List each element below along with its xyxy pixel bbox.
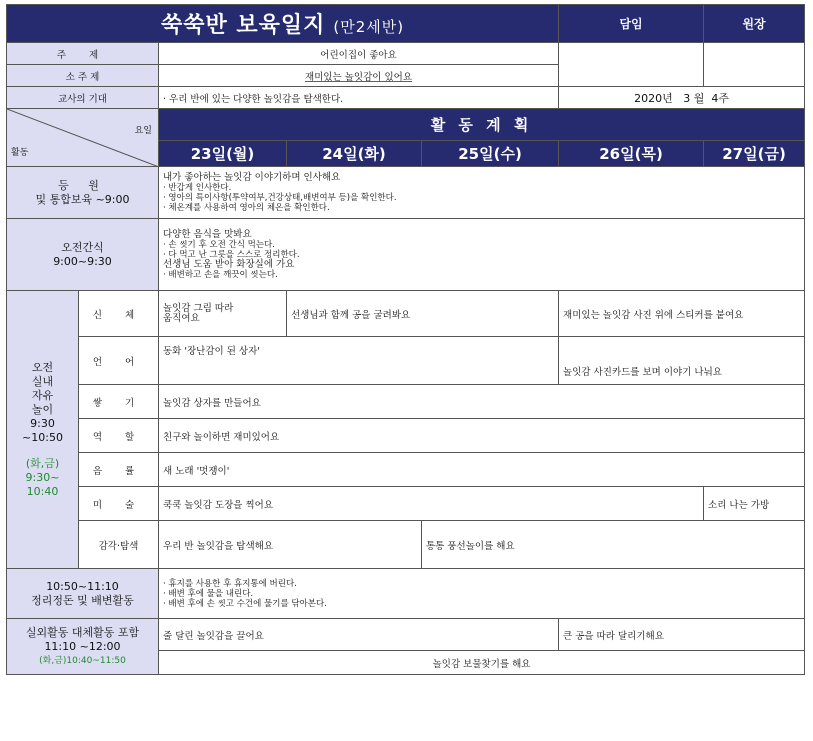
cleanup-line: · 배변 후에 손 씻고 수건에 물기를 닦아본다. bbox=[163, 598, 327, 609]
arrival-label bbox=[7, 167, 159, 219]
outdoor-label-line2: 11:10 ~12:00 bbox=[44, 639, 121, 653]
title-subtitle: (만2세반) bbox=[333, 18, 405, 36]
week-number: 4주 bbox=[711, 91, 729, 105]
snack-content bbox=[159, 219, 805, 291]
sensory-mon-tue: 우리 반 놀잇감을 탐색해요 bbox=[159, 521, 422, 569]
sensory-wed-fri: 통통 풍선놀이를 해요 bbox=[422, 521, 805, 569]
snack-line: · 다 먹고 난 그릇을 스스로 정리한다. bbox=[163, 249, 300, 260]
physical-tue-wed: 선생님과 함께 공을 굴려봐요 bbox=[287, 291, 559, 337]
cleanup-line: · 휴지를 사용한 후 휴지통에 버린다. bbox=[163, 578, 297, 589]
expectation-value: · 우리 반에 있는 다양한 놀잇감을 탐색한다. bbox=[159, 87, 559, 109]
subtheme-text: 재미있는 놀잇감이 있어요 bbox=[305, 71, 413, 83]
activity-axis-label: 활동 bbox=[11, 148, 29, 158]
area-label-language: 언 어 bbox=[79, 337, 159, 385]
snack-label-line2: 9:00~9:30 bbox=[53, 254, 112, 268]
cleanup-label-line2: 정리정돈 및 배변활동 bbox=[31, 593, 134, 607]
subtheme-value bbox=[159, 65, 559, 87]
language-mon-wed: 동화 '장난감이 된 상자' bbox=[159, 337, 559, 385]
physical-mon-line: 놀잇감 그림 따라 bbox=[163, 302, 234, 314]
cleanup-label bbox=[7, 569, 159, 619]
art-mon-thu: 쿡쿡 놀잇감 도장을 찍어요 bbox=[159, 487, 704, 521]
free-play-label bbox=[7, 291, 79, 569]
day-header-mon: 23일(월) bbox=[159, 141, 287, 167]
log-table bbox=[6, 4, 805, 675]
director-sign-header: 원장 bbox=[704, 5, 805, 43]
outdoor-mon-wed: 줄 달린 놀잇감을 끌어요 bbox=[159, 619, 559, 651]
free-play-alt-time: 10:40 bbox=[26, 484, 59, 498]
arrival-line: · 체온계를 사용하여 영아의 체온을 확인한다. bbox=[163, 202, 330, 213]
free-play-alt-time: (화,금) bbox=[25, 456, 60, 470]
free-play-alt-time: 9:30~ bbox=[25, 470, 60, 484]
diagonal-header bbox=[7, 109, 159, 167]
free-play-label-line: 실내 bbox=[31, 374, 54, 388]
physical-mon-line: 움직여요 bbox=[163, 312, 200, 324]
expectation-label: 교사의 기대 bbox=[7, 87, 159, 109]
daycare-log-sheet bbox=[6, 4, 804, 739]
diagonal-line bbox=[7, 109, 159, 167]
language-thu-fri: 놀잇감 사진카드를 보며 이야기 나눠요 bbox=[559, 337, 805, 385]
day-axis-label: 요일 bbox=[134, 126, 152, 136]
week-year: 2020년 bbox=[634, 91, 673, 105]
role-week: 친구와 놀이하면 재미있어요 bbox=[159, 419, 805, 453]
music-week: 새 노래 '멋쟁이' bbox=[159, 453, 805, 487]
arrival-line: · 영아의 특이사항(투약여부,건강상태,배변여부 등)을 확인한다. bbox=[163, 192, 397, 203]
day-header-tue: 24일(화) bbox=[287, 141, 422, 167]
week-info bbox=[559, 87, 805, 109]
cleanup-label-line1: 10:50~11:10 bbox=[46, 579, 119, 593]
theme-value: 어린이집이 좋아요 bbox=[159, 43, 559, 65]
snack-line: 선생님 도움 받아 화장실에 가요 bbox=[163, 258, 295, 270]
outdoor-week: 놀잇감 보물찾기를 해요 bbox=[159, 651, 805, 675]
area-label-art: 미 술 bbox=[79, 487, 159, 521]
free-play-label-line: 자유 bbox=[31, 388, 54, 402]
snack-line: 다양한 음식을 맛봐요 bbox=[163, 228, 252, 240]
arrival-line: · 반갑게 인사한다. bbox=[163, 182, 232, 193]
day-header-wed: 25일(수) bbox=[422, 141, 559, 167]
snack-label bbox=[7, 219, 159, 291]
physical-thu-fri: 재미있는 놀잇감 사진 위에 스티커를 붙여요 bbox=[559, 291, 805, 337]
cleanup-line: · 배변 후에 물을 내린다. bbox=[163, 588, 254, 599]
arrival-label-line2: 및 통합보육 ~9:00 bbox=[35, 192, 130, 206]
log-title bbox=[7, 5, 559, 43]
outdoor-label-line1: 실외활동 대체활동 포함 bbox=[25, 625, 140, 639]
arrival-line: 내가 좋아하는 놀잇감 이야기하며 인사해요 bbox=[163, 171, 341, 183]
teacher-sign-header: 담임 bbox=[559, 5, 704, 43]
free-play-label-line: 9:30 bbox=[30, 416, 55, 430]
art-fri: 소리 나는 가방 bbox=[704, 487, 805, 521]
physical-mon bbox=[159, 291, 287, 337]
outdoor-label bbox=[7, 619, 159, 675]
outdoor-thu-fri: 큰 공을 따라 달리기해요 bbox=[559, 619, 805, 651]
area-label-building: 쌓 기 bbox=[79, 385, 159, 419]
snack-label-line1: 오전간식 bbox=[61, 240, 104, 254]
free-play-label-line: 놀이 bbox=[31, 402, 54, 416]
theme-label: 주 제 bbox=[7, 43, 159, 65]
free-play-label-line: ~10:50 bbox=[22, 430, 63, 444]
day-header-thu: 26일(목) bbox=[559, 141, 704, 167]
arrival-content bbox=[159, 167, 805, 219]
title-main: 쑥쑥반 보육일지 bbox=[160, 13, 326, 38]
area-label-role: 역 할 bbox=[79, 419, 159, 453]
snack-line: · 손 씻기 후 오전 간식 먹는다. bbox=[163, 239, 275, 250]
subtheme-label: 소 주 제 bbox=[7, 65, 159, 87]
arrival-label-line1: 등 원 bbox=[58, 178, 107, 192]
week-month: 3 월 bbox=[683, 91, 705, 105]
teacher-sign-box[interactable] bbox=[559, 43, 704, 87]
building-week: 놀잇감 상자를 만들어요 bbox=[159, 385, 805, 419]
director-sign-box[interactable] bbox=[704, 43, 805, 87]
area-label-sensory: 감각·탐색 bbox=[79, 521, 159, 569]
outdoor-alt-time: (화,금)10:40~11:50 bbox=[39, 655, 126, 666]
plan-header: 활 동 계 획 bbox=[159, 109, 805, 141]
area-label-music: 음 률 bbox=[79, 453, 159, 487]
free-play-label-line: 오전 bbox=[31, 360, 54, 374]
cleanup-content bbox=[159, 569, 805, 619]
area-label-physical: 신 체 bbox=[79, 291, 159, 337]
day-header-fri: 27일(금) bbox=[704, 141, 805, 167]
snack-line: · 배변하고 손을 깨끗이 씻는다. bbox=[163, 269, 278, 280]
